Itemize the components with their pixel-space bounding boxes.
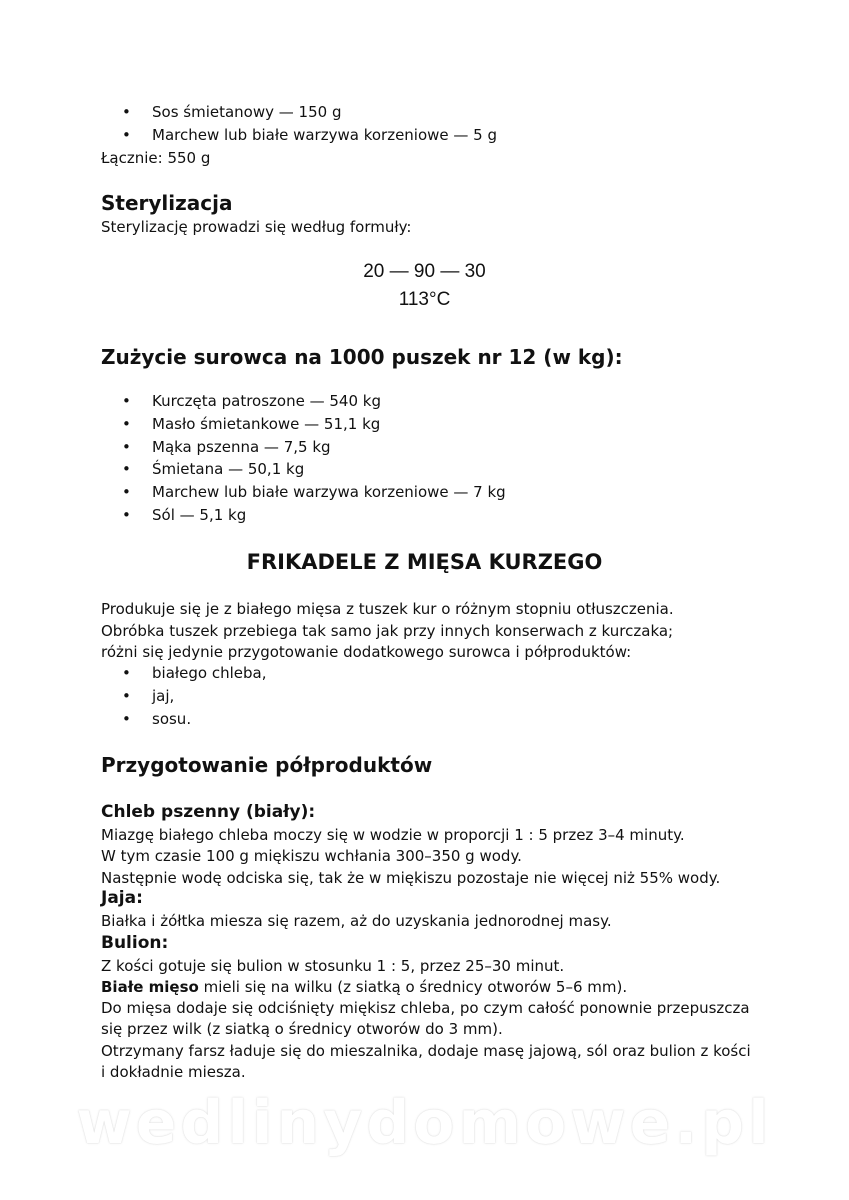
- paragraph-line: Następnie wodę odciska się, tak że w miękiszu pozostaje nie więcej niż 55% wody.: [101, 869, 721, 887]
- list-item: Kurczęta patroszone — 540 kg: [152, 392, 381, 410]
- list-item: Sól — 5,1 kg: [152, 506, 247, 524]
- bullet: •: [122, 460, 131, 478]
- formula-line-2: 113°C: [398, 289, 451, 310]
- list-item: Mąka pszenna — 7,5 kg: [152, 438, 331, 456]
- paragraph-line: Białka i żółtka miesza się razem, aż do uzyskania jednorodnej masy.: [101, 912, 612, 930]
- sterilization-heading: Sterylizacja: [101, 191, 233, 215]
- list-item: Śmietana — 50,1 kg: [152, 460, 305, 478]
- list-item: jaj,: [152, 687, 175, 705]
- bullet: •: [122, 126, 131, 144]
- total-line: Łącznie: 550 g: [101, 149, 211, 167]
- usage-heading: Zużycie surowca na 1000 puszek nr 12 (w kg):: [101, 345, 623, 369]
- paragraph-line: Do mięsa dodaje się odciśnięty miękisz chleba, po czym całość ponownie przepuszcza: [101, 999, 750, 1017]
- list-item: białego chleba,: [152, 664, 267, 682]
- prep-heading: Przygotowanie półproduktów: [101, 753, 433, 777]
- eggs-heading: Jaja:: [101, 888, 143, 908]
- paragraph-line: W tym czasie 100 g miękiszu wchłania 300–350 g wody.: [101, 847, 522, 865]
- bread-heading: Chleb pszenny (biały):: [101, 802, 316, 822]
- bullet: •: [122, 687, 131, 705]
- section-title: FRIKADELE Z MIĘSA KURZEGO: [246, 550, 603, 574]
- bullet: •: [122, 483, 131, 501]
- list-item: Marchew lub białe warzywa korzeniowe — 5 g: [152, 126, 498, 144]
- paragraph-line: różni się jedynie przygotowanie dodatkowego surowca i półproduktów:: [101, 643, 632, 661]
- formula-line-1: 20 — 90 — 30: [363, 261, 486, 282]
- list-item: sosu.: [152, 710, 192, 728]
- bullet: •: [122, 506, 131, 524]
- paragraph-line: [101, 977, 627, 997]
- paragraph-line: się przez wilk (z siatką o średnicy otworów do 3 mm).: [101, 1020, 503, 1038]
- sterilization-text: Sterylizację prowadzi się według formuły:: [101, 218, 412, 236]
- paragraph-line: Otrzymany farsz ładuje się do mieszalnika, dodaje masę jajową, sól oraz bulion z kości: [101, 1042, 751, 1060]
- paragraph-line: Obróbka tuszek przebiega tak samo jak przy innych konserwach z kurczaka;: [101, 622, 674, 640]
- watermark: wedlinydomowe.pl: [76, 1088, 773, 1158]
- bold-term: Białe mięso: [101, 978, 199, 996]
- list-item: Sos śmietanowy — 150 g: [152, 103, 342, 121]
- bullet: •: [122, 438, 131, 456]
- list-item: Masło śmietankowe — 51,1 kg: [152, 415, 381, 433]
- paragraph-line: Produkuje się je z białego mięsa z tuszek kur o różnym stopniu otłuszczenia.: [101, 600, 674, 618]
- bullet: •: [122, 415, 131, 433]
- bullet: •: [122, 103, 131, 121]
- paragraph-line: i dokładnie miesza.: [101, 1063, 246, 1081]
- broth-heading: Bulion:: [101, 933, 169, 953]
- paragraph-line: Miazgę białego chleba moczy się w wodzie w proporcji 1 : 5 przez 3–4 minuty.: [101, 826, 685, 844]
- list-item: Marchew lub białe warzywa korzeniowe — 7 kg: [152, 483, 506, 501]
- bullet: •: [122, 710, 131, 728]
- paragraph-text: mieli się na wilku (z siatką o średnicy otworów 5–6 mm).: [198, 978, 628, 996]
- bullet: •: [122, 392, 131, 410]
- paragraph-line: Z kości gotuje się bulion w stosunku 1 : 5, przez 25–30 minut.: [101, 957, 565, 975]
- bullet: •: [122, 664, 131, 682]
